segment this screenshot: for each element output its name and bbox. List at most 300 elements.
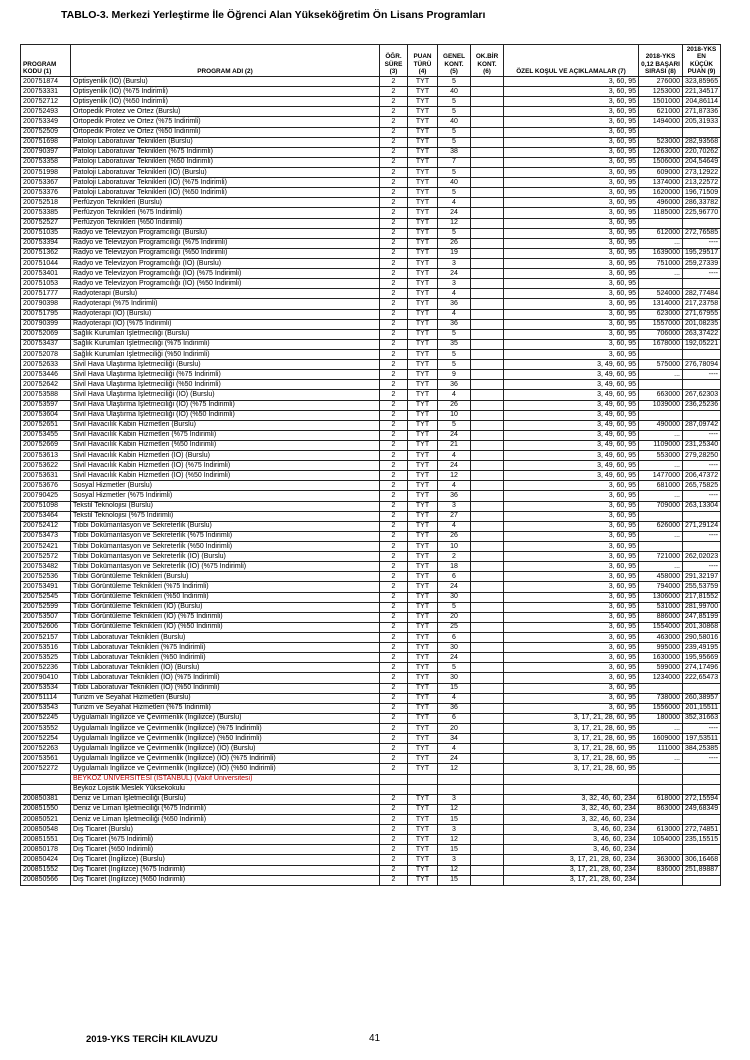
score-type: TYT <box>408 228 438 238</box>
table-row <box>21 845 721 855</box>
row-spacer <box>21 784 71 794</box>
success-rank: 1506000 <box>639 157 683 167</box>
program-code: 200753534 <box>21 683 71 693</box>
conditions: 3, 60, 95 <box>504 87 639 97</box>
program-name: Sivil Hava Ulaştırma İşletmeciliği (Burslu) <box>71 360 380 370</box>
success-rank: 1620000 <box>639 188 683 198</box>
duration: 2 <box>380 622 408 632</box>
table-row <box>21 481 721 491</box>
conditions: 3, 17, 21, 28, 60, 95 <box>504 734 639 744</box>
duration: 2 <box>380 279 408 289</box>
program-name: Turizm ve Seyahat Hizmetleri (Burslu) <box>71 693 380 703</box>
conditions: 3, 60, 95 <box>504 77 639 87</box>
general-quota: 5 <box>438 137 471 147</box>
conditions: 3, 49, 60, 95 <box>504 380 639 390</box>
score-type: TYT <box>408 420 438 430</box>
conditions: 3, 60, 95 <box>504 562 639 572</box>
conditions: 3, 60, 95 <box>504 653 639 663</box>
success-rank: 1314000 <box>639 299 683 309</box>
success-rank <box>639 683 683 693</box>
general-quota: 6 <box>438 713 471 723</box>
program-name: Tıbbi Laboratuvar Teknikleri (İÖ) (%50 İndirimli) <box>71 683 380 693</box>
min-score: 287,09742 <box>683 420 721 430</box>
program-code: 200751114 <box>21 693 71 703</box>
table-row <box>21 693 721 703</box>
duration: 2 <box>380 724 408 734</box>
top-quota <box>471 542 504 552</box>
min-score: 290,58016 <box>683 633 721 643</box>
program-name: Sivil Hava Ulaştırma İşletmeciliği (İÖ) (%75 İndirimli) <box>71 400 380 410</box>
top-quota <box>471 562 504 572</box>
top-quota <box>471 855 504 865</box>
success-rank: 1054000 <box>639 835 683 845</box>
min-score: ---- <box>683 491 721 501</box>
table-row <box>21 764 721 774</box>
score-type: TYT <box>408 339 438 349</box>
duration: 2 <box>380 269 408 279</box>
general-quota: 26 <box>438 400 471 410</box>
score-type: TYT <box>408 794 438 804</box>
top-quota <box>471 501 504 511</box>
top-quota <box>471 835 504 845</box>
program-name: Sağlık Kurumları İşletmeciliği (%75 İndirimli) <box>71 339 380 349</box>
program-code: 200753464 <box>21 511 71 521</box>
table-row <box>21 804 721 814</box>
program-name: Patoloji Laboratuvar Teknikleri (Burslu) <box>71 137 380 147</box>
score-type: TYT <box>408 602 438 612</box>
row-spacer <box>438 784 471 794</box>
general-quota: 4 <box>438 309 471 319</box>
top-quota <box>471 319 504 329</box>
program-name: Tıbbi Laboratuvar Teknikleri (%75 İndirimli) <box>71 643 380 653</box>
conditions: 3, 60, 95 <box>504 612 639 622</box>
duration: 2 <box>380 188 408 198</box>
duration: 2 <box>380 127 408 137</box>
conditions: 3, 17, 21, 28, 60, 95 <box>504 713 639 723</box>
table-row <box>21 117 721 127</box>
program-name: Optisyenlik (İÖ) (Burslu) <box>71 77 380 87</box>
table-row <box>21 188 721 198</box>
duration: 2 <box>380 865 408 875</box>
min-score: ---- <box>683 238 721 248</box>
score-type: TYT <box>408 481 438 491</box>
duration: 2 <box>380 845 408 855</box>
top-quota <box>471 572 504 582</box>
conditions: 3, 60, 95 <box>504 218 639 228</box>
duration: 2 <box>380 380 408 390</box>
program-code: 200753482 <box>21 562 71 572</box>
conditions: 3, 60, 95 <box>504 319 639 329</box>
min-score: 306,16468 <box>683 855 721 865</box>
min-score: 222,65473 <box>683 673 721 683</box>
conditions: 3, 60, 95 <box>504 481 639 491</box>
conditions: 3, 60, 95 <box>504 592 639 602</box>
conditions: 3, 49, 60, 95 <box>504 430 639 440</box>
top-quota <box>471 592 504 602</box>
min-score <box>683 845 721 855</box>
table-row <box>21 228 721 238</box>
top-quota <box>471 734 504 744</box>
min-score <box>683 218 721 228</box>
top-quota <box>471 420 504 430</box>
program-code: 200752527 <box>21 218 71 228</box>
conditions: 3, 60, 95 <box>504 531 639 541</box>
min-score: 236,25236 <box>683 400 721 410</box>
conditions: 3, 49, 60, 95 <box>504 360 639 370</box>
table-row <box>21 461 721 471</box>
duration: 2 <box>380 602 408 612</box>
table-row <box>21 167 721 177</box>
min-score: 282,93568 <box>683 137 721 147</box>
min-score: 281,99700 <box>683 602 721 612</box>
top-quota <box>471 825 504 835</box>
duration: 2 <box>380 360 408 370</box>
top-quota <box>471 137 504 147</box>
top-quota <box>471 339 504 349</box>
general-quota: 24 <box>438 430 471 440</box>
program-code: 200753349 <box>21 117 71 127</box>
score-type: TYT <box>408 754 438 764</box>
duration: 2 <box>380 440 408 450</box>
score-type: TYT <box>408 875 438 885</box>
general-quota: 36 <box>438 380 471 390</box>
row-spacer <box>639 784 683 794</box>
program-name: Uygulamalı İngilizce ve Çevirmenlik (İngilizce) (%50 İndirimli) <box>71 734 380 744</box>
general-quota: 15 <box>438 875 471 885</box>
score-type: TYT <box>408 157 438 167</box>
program-code: 200753561 <box>21 754 71 764</box>
table-row <box>21 87 721 97</box>
min-score: 273,12922 <box>683 167 721 177</box>
success-rank: ... <box>639 754 683 764</box>
success-rank: 706000 <box>639 329 683 339</box>
table-row <box>21 754 721 764</box>
top-quota <box>471 329 504 339</box>
program-code: 200751998 <box>21 167 71 177</box>
program-name: Tekstil Teknolojisi (%75 İndirimli) <box>71 511 380 521</box>
score-type: TYT <box>408 653 438 663</box>
min-score: 195,95669 <box>683 653 721 663</box>
min-score <box>683 875 721 885</box>
min-score <box>683 511 721 521</box>
page-number: 41 <box>369 1033 381 1044</box>
score-type: TYT <box>408 592 438 602</box>
conditions: 3, 60, 95 <box>504 703 639 713</box>
general-quota: 34 <box>438 734 471 744</box>
general-quota: 4 <box>438 693 471 703</box>
program-code: 200752245 <box>21 713 71 723</box>
success-rank: 623000 <box>639 309 683 319</box>
table-row <box>21 552 721 562</box>
conditions: 3, 60, 95 <box>504 188 639 198</box>
program-code: 200790397 <box>21 147 71 157</box>
program-code: 200753437 <box>21 339 71 349</box>
program-name: Dış Ticaret (İngilizce) (%50 İndirimli) <box>71 875 380 885</box>
table-header-row <box>21 45 721 77</box>
general-quota: 21 <box>438 440 471 450</box>
program-code: 200751777 <box>21 289 71 299</box>
duration: 2 <box>380 764 408 774</box>
general-quota: 20 <box>438 724 471 734</box>
top-quota <box>471 612 504 622</box>
top-quota <box>471 804 504 814</box>
duration: 2 <box>380 137 408 147</box>
university-name: BEYKOZ ÜNİVERSİTESİ (İSTANBUL) (Vakıf Üniversitesi) <box>71 774 380 784</box>
duration: 2 <box>380 693 408 703</box>
program-code: 200752263 <box>21 744 71 754</box>
duration: 2 <box>380 794 408 804</box>
table-row <box>21 582 721 592</box>
conditions: 3, 60, 95 <box>504 673 639 683</box>
duration: 2 <box>380 511 408 521</box>
top-quota <box>471 410 504 420</box>
table-row <box>21 663 721 673</box>
general-quota: 12 <box>438 218 471 228</box>
program-code: 200790410 <box>21 673 71 683</box>
general-quota: 4 <box>438 390 471 400</box>
score-type: TYT <box>408 663 438 673</box>
top-quota <box>471 228 504 238</box>
conditions: 3, 60, 95 <box>504 683 639 693</box>
program-code: 200752236 <box>21 663 71 673</box>
general-quota: 40 <box>438 87 471 97</box>
score-type: TYT <box>408 744 438 754</box>
general-quota: 24 <box>438 208 471 218</box>
top-quota <box>471 582 504 592</box>
score-type: TYT <box>408 319 438 329</box>
score-type: TYT <box>408 147 438 157</box>
min-score: 231,25340 <box>683 440 721 450</box>
header-program-name: PROGRAM ADI (2) <box>71 45 380 77</box>
score-type: TYT <box>408 461 438 471</box>
general-quota: 15 <box>438 845 471 855</box>
top-quota <box>471 157 504 167</box>
score-type: TYT <box>408 552 438 562</box>
score-type: TYT <box>408 825 438 835</box>
conditions: 3, 60, 95 <box>504 582 639 592</box>
program-name: Tıbbi Görüntüleme Teknikleri (İÖ) (%50 İndirimli) <box>71 622 380 632</box>
program-name: Dış Ticaret (%75 İndirimli) <box>71 835 380 845</box>
success-rank <box>639 349 683 359</box>
general-quota: 4 <box>438 451 471 461</box>
success-rank: ... <box>639 491 683 501</box>
success-rank: 1374000 <box>639 178 683 188</box>
success-rank: 709000 <box>639 501 683 511</box>
success-rank: 1630000 <box>639 653 683 663</box>
program-code: 200753622 <box>21 461 71 471</box>
top-quota <box>471 531 504 541</box>
duration: 2 <box>380 319 408 329</box>
success-rank: 1253000 <box>639 87 683 97</box>
duration: 2 <box>380 198 408 208</box>
success-rank: 1678000 <box>639 339 683 349</box>
success-rank <box>639 410 683 420</box>
general-quota: 3 <box>438 279 471 289</box>
score-type: TYT <box>408 117 438 127</box>
table-row <box>21 643 721 653</box>
general-quota: 15 <box>438 683 471 693</box>
program-code: 200753613 <box>21 451 71 461</box>
min-score: 271,87336 <box>683 107 721 117</box>
table-row <box>21 329 721 339</box>
program-name: Dış Ticaret (Burslu) <box>71 825 380 835</box>
conditions: 3, 60, 95 <box>504 137 639 147</box>
success-rank: 1554000 <box>639 622 683 632</box>
min-score: 267,62303 <box>683 390 721 400</box>
min-score: 271,29124 <box>683 521 721 531</box>
program-code: 200790398 <box>21 299 71 309</box>
table-row <box>21 653 721 663</box>
program-name: Sivil Hava Ulaştırma İşletmeciliği (%50 İndirimli) <box>71 380 380 390</box>
score-type: TYT <box>408 309 438 319</box>
general-quota: 25 <box>438 622 471 632</box>
row-spacer <box>639 774 683 784</box>
top-quota <box>471 754 504 764</box>
table-row <box>21 501 721 511</box>
program-name: Patoloji Laboratuvar Teknikleri (İÖ) (%75 İndirimli) <box>71 178 380 188</box>
duration: 2 <box>380 451 408 461</box>
conditions: 3, 17, 21, 28, 60, 234 <box>504 875 639 885</box>
success-rank: 995000 <box>639 643 683 653</box>
program-name: Sivil Havacılık Kabin Hizmetleri (İÖ) (%50 İndirimli) <box>71 471 380 481</box>
score-type: TYT <box>408 521 438 531</box>
min-score <box>683 279 721 289</box>
program-code: 200753604 <box>21 410 71 420</box>
program-name: Optisyenlik (İÖ) (%50 İndirimli) <box>71 97 380 107</box>
general-quota: 24 <box>438 269 471 279</box>
program-name: Perfüzyon Teknikleri (Burslu) <box>71 198 380 208</box>
min-score: 260,38957 <box>683 693 721 703</box>
program-code: 200850424 <box>21 855 71 865</box>
program-name: Sivil Havacılık Kabin Hizmetleri (Burslu) <box>71 420 380 430</box>
row-spacer <box>438 774 471 784</box>
success-rank: 681000 <box>639 481 683 491</box>
conditions: 3, 60, 95 <box>504 97 639 107</box>
conditions: 3, 60, 95 <box>504 167 639 177</box>
table-row <box>21 724 721 734</box>
min-score <box>683 410 721 420</box>
duration: 2 <box>380 349 408 359</box>
table-row <box>21 97 721 107</box>
duration: 2 <box>380 612 408 622</box>
conditions: 3, 46, 60, 234 <box>504 845 639 855</box>
success-rank: 738000 <box>639 693 683 703</box>
program-code: 200752412 <box>21 521 71 531</box>
program-name: Uygulamalı İngilizce ve Çevirmenlik (İngilizce) (İÖ) (%75 İndirimli) <box>71 754 380 764</box>
score-type: TYT <box>408 248 438 258</box>
min-score <box>683 380 721 390</box>
conditions: 3, 60, 95 <box>504 107 639 117</box>
success-rank <box>639 814 683 824</box>
score-type: TYT <box>408 865 438 875</box>
program-code: 200851550 <box>21 804 71 814</box>
score-type: TYT <box>408 582 438 592</box>
general-quota: 24 <box>438 754 471 764</box>
table-row <box>21 147 721 157</box>
general-quota: 4 <box>438 481 471 491</box>
table-row <box>21 865 721 875</box>
duration: 2 <box>380 582 408 592</box>
min-score: 282,77484 <box>683 289 721 299</box>
table-row <box>21 178 721 188</box>
conditions: 3, 60, 95 <box>504 602 639 612</box>
top-quota <box>471 764 504 774</box>
duration: 2 <box>380 309 408 319</box>
success-rank: 553000 <box>639 451 683 461</box>
table-row <box>21 592 721 602</box>
program-name: Optisyenlik (İÖ) (%75 İndirimli) <box>71 87 380 97</box>
program-code: 200753676 <box>21 481 71 491</box>
duration: 2 <box>380 390 408 400</box>
success-rank: 626000 <box>639 521 683 531</box>
success-rank: ... <box>639 238 683 248</box>
program-code: 200752078 <box>21 349 71 359</box>
program-code: 200751035 <box>21 228 71 238</box>
program-name: Patoloji Laboratuvar Teknikleri (İÖ) (Burslu) <box>71 167 380 177</box>
table-row <box>21 633 721 643</box>
table-row <box>21 198 721 208</box>
top-quota <box>471 309 504 319</box>
min-score: 217,81552 <box>683 592 721 602</box>
min-score <box>683 542 721 552</box>
program-name: Tıbbi Dokümantasyon ve Sekreterlik (Burslu) <box>71 521 380 531</box>
min-score: 201,15511 <box>683 703 721 713</box>
score-type: TYT <box>408 289 438 299</box>
program-code: 200753543 <box>21 703 71 713</box>
duration: 2 <box>380 542 408 552</box>
general-quota: 12 <box>438 865 471 875</box>
min-score: 192,05221 <box>683 339 721 349</box>
table-row <box>21 794 721 804</box>
top-quota <box>471 481 504 491</box>
program-code: 200752669 <box>21 440 71 450</box>
score-type: TYT <box>408 804 438 814</box>
top-quota <box>471 400 504 410</box>
success-rank: 180000 <box>639 713 683 723</box>
general-quota: 36 <box>438 703 471 713</box>
guide-title: 2019-YKS TERCİH KILAVUZU <box>86 1034 218 1045</box>
general-quota: 5 <box>438 97 471 107</box>
row-spacer <box>408 784 438 794</box>
table-row <box>21 602 721 612</box>
success-rank: 618000 <box>639 794 683 804</box>
general-quota: 36 <box>438 491 471 501</box>
duration: 2 <box>380 713 408 723</box>
duration: 2 <box>380 77 408 87</box>
score-type: TYT <box>408 299 438 309</box>
table-row <box>21 269 721 279</box>
top-quota <box>471 491 504 501</box>
row-spacer <box>380 784 408 794</box>
program-code: 200753631 <box>21 471 71 481</box>
general-quota: 12 <box>438 471 471 481</box>
program-name: Perfüzyon Teknikleri (%50 İndirimli) <box>71 218 380 228</box>
min-score: 217,23758 <box>683 299 721 309</box>
general-quota: 30 <box>438 643 471 653</box>
score-type: TYT <box>408 238 438 248</box>
program-code: 200752633 <box>21 360 71 370</box>
program-code: 200753525 <box>21 653 71 663</box>
score-type: TYT <box>408 612 438 622</box>
program-name: Radyo ve Televizyon Programcılığı (İÖ) (%75 İndirimli) <box>71 269 380 279</box>
success-rank: 1263000 <box>639 147 683 157</box>
general-quota: 30 <box>438 673 471 683</box>
success-rank: 490000 <box>639 420 683 430</box>
conditions: 3, 60, 95 <box>504 622 639 632</box>
min-score: 286,33782 <box>683 198 721 208</box>
table-row <box>21 248 721 258</box>
program-code: 200851551 <box>21 835 71 845</box>
